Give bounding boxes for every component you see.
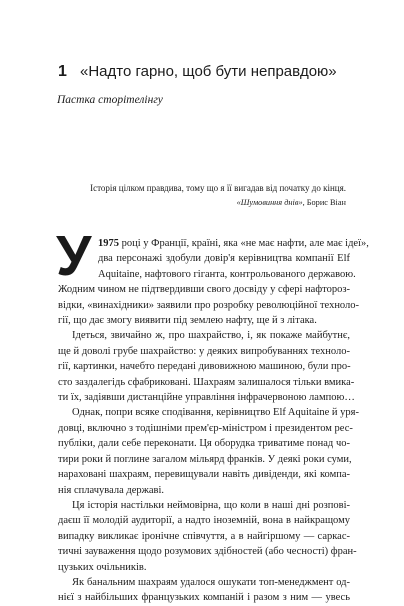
text-line: даєш її молодій аудиторії, а надто іноземній, вона в найкращому bbox=[58, 515, 350, 527]
epigraph-text: Історія цілком правдива, тому що я її вигадав від початку до кінця. bbox=[90, 183, 346, 193]
paragraph-2 bbox=[58, 328, 355, 405]
paragraph-5 bbox=[58, 575, 350, 606]
epigraph-source-author: Борис Віан bbox=[306, 198, 346, 207]
paragraph-4 bbox=[58, 498, 357, 575]
text-line: ти їх, задіявши дистанційне управління інфрачервоною лампою… bbox=[58, 392, 355, 404]
epigraph-source bbox=[56, 197, 346, 209]
body-text bbox=[58, 236, 369, 606]
text-line: Як банальним шахраям удалося ошукати топ-менеджмент од- bbox=[72, 576, 350, 588]
chapter-title: «Надто гарно, щоб бути неправдою» bbox=[80, 63, 337, 80]
epigraph-source-separator: , bbox=[302, 198, 305, 207]
epigraph bbox=[56, 182, 346, 209]
paragraph-1 bbox=[58, 236, 369, 328]
epigraph-source-title: «Шумовиння днів» bbox=[236, 198, 303, 207]
text-line: тири роки й поглине загалом мільярд франків. У деякі роки суми, bbox=[58, 453, 352, 465]
text-line: нія сплачувала державі. bbox=[58, 484, 165, 496]
text-line: довці, включно з тодішніми прем'єр-міністром і президентом рес- bbox=[58, 422, 353, 434]
year: 1975 bbox=[98, 238, 119, 249]
chapter-subtitle: Пастка сторітелінгу bbox=[57, 94, 163, 106]
text-line: гії, що дає змогу виявити під землею нафту, ще й з літака. bbox=[58, 315, 317, 327]
text-line: нараховані шахраям, перевищували навіть дивіденди, які компа- bbox=[58, 469, 350, 481]
paragraph-3 bbox=[58, 405, 360, 497]
text-line: ще й доволі грубе шахрайство: у деяких випробуваннях техноло- bbox=[58, 345, 350, 357]
text-line: випадку викликає іронічне співчуття, а в найгіршому — саркас- bbox=[58, 530, 350, 542]
chapter-number: 1 bbox=[58, 63, 67, 80]
text-line: Жодним чином не підтвердивши свого досвіду у сфері нафторoз- bbox=[58, 284, 350, 296]
text-line: цузьких очільників. bbox=[58, 561, 147, 573]
text-line: відки, «винахідники» заявили про розробку революційної техноло- bbox=[58, 299, 360, 311]
text-line: тичні зауваження щодо розумових здібностей (або чесності) фран- bbox=[58, 546, 357, 558]
text-line: гії, картинки, начебто передані дивовижною машиною, були про- bbox=[58, 361, 351, 373]
text-line: два персонажі здобули довір'я керівництва компанії Elf bbox=[98, 253, 350, 265]
text-line: сто заздалегідь сфабриковані. Шахраям залишалося тільки вмика- bbox=[58, 376, 355, 388]
text-line: нієї з найбільших французьких компаній і разом з ним — увесь bbox=[58, 592, 350, 604]
text-line: 1975 році у Франції, країні, яка «не має нафти, але має ідеї», bbox=[98, 238, 369, 249]
text-line: Ця історія настільки неймовірна, що коли в наші дні розпові- bbox=[72, 499, 350, 511]
drop-cap: У bbox=[56, 224, 92, 288]
text-line: Ідеться, звичайно ж, про шахрайство, і, як покаже майбутнє, bbox=[72, 330, 350, 342]
text-line: Aquitaine, нафтового гіганта, контрольованого державою. bbox=[98, 268, 356, 280]
text-line: Однак, попри всяке сподівання, керівництво Elf Aquitaine й уря- bbox=[72, 407, 360, 419]
text-line: публіки, дали себе переконати. Ця оборудка триватиме понад чо- bbox=[58, 438, 350, 450]
